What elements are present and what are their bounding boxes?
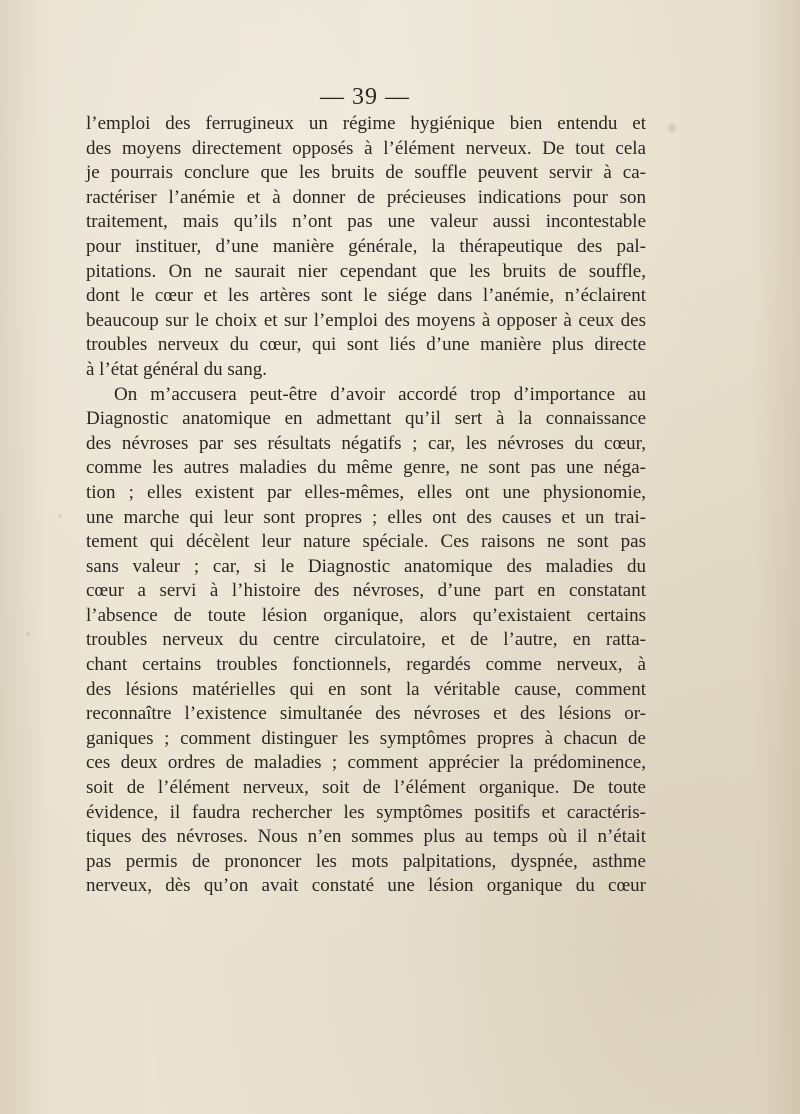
text-line: cœur a servi à l’histoire des névroses, d’une part en constatant [86, 580, 646, 602]
text-line: évidence, il faudra rechercher les symptômes positifs et caractéris- [86, 801, 646, 823]
text-line: ganiques ; comment distinguer les symptômes propres à chacun de [86, 727, 646, 749]
text-line: l’emploi des ferrugineux un régime hygiénique bien entendu et [86, 113, 646, 134]
text-line: dont le cœur et les artères sont le siége dans l’anémie, n’éclairent [86, 285, 646, 307]
text-line: beaucoup sur le choix et sur l’emploi des moyens à opposer à ceux des [86, 309, 646, 331]
text-line: une marche qui leur sont propres ; elles ont des causes et un trai- [86, 506, 646, 528]
text-line: tiques des névroses. Nous n’en sommes plus au temps où il n’était [86, 826, 646, 848]
text-line: pas permis de prononcer les mots palpitations, dyspnée, asthme [86, 850, 646, 872]
text-line: chant certains troubles fonctionnels, regardés comme nerveux, à [86, 654, 646, 676]
text-line: je pourrais conclure que les bruits de souffle peuvent servir à ca- [86, 162, 646, 184]
text-line: On m’accusera peut-être d’avoir accordé trop d’importance au [114, 383, 646, 405]
text-line: à l’état général du sang. [86, 358, 267, 380]
text-line: sans valeur ; car, si le Diagnostic anatomique des maladies du [86, 555, 646, 577]
body-text [86, 112, 646, 899]
text-line: ractériser l’anémie et à donner de précieuses indications pour son [86, 186, 646, 208]
text-line: traitement, mais qu’ils n’ont pas une valeur aussi incontestable [86, 211, 646, 233]
text-line: pitations. On ne saurait nier cependant que les bruits de souffle, [86, 260, 646, 282]
text-line: ces deux ordres de maladies ; comment apprécier la prédominence, [86, 752, 646, 774]
paper-stain [26, 632, 30, 636]
text-line: pour instituer, d’une manière générale, la thérapeutique des pal- [86, 235, 646, 257]
text-line: troubles nerveux du centre circulatoire, et de l’autre, en ratta- [86, 629, 646, 651]
paper-stain [58, 514, 62, 518]
text-line: comme les autres maladies du même genre, ne sont pas une néga- [86, 457, 646, 479]
text-line: tement qui décèlent leur nature spéciale. Ces raisons ne sont pas [86, 531, 646, 553]
text-line: troubles nerveux du cœur, qui sont liés d’une manière plus directe [86, 334, 646, 356]
text-line: des moyens directement opposés à l’élément nerveux. De tout cela [86, 137, 646, 159]
text-line: des névroses par ses résultats négatifs ; car, les névroses du cœur, [86, 432, 646, 454]
text-line: reconnaître l’existence simultanée des névroses et des lésions or- [86, 703, 646, 725]
text-line: soit de l’élément nerveux, soit de l’élément organique. De toute [86, 777, 646, 799]
text-line: nerveux, dès qu’on avait constaté une lésion organique du cœur [86, 875, 646, 897]
text-line: l’absence de toute lésion organique, alors qu’existaient certains [86, 604, 646, 626]
page-number: — 39 — [320, 84, 410, 110]
text-line: tion ; elles existent par elles-mêmes, elles ont une physionomie, [86, 481, 646, 503]
text-line: Diagnostic anatomique en admettant qu’il sert à la connaissance [86, 408, 646, 430]
text-line: des lésions matérielles qui en sont la véritable cause, comment [86, 678, 646, 700]
paper-stain [668, 124, 676, 132]
